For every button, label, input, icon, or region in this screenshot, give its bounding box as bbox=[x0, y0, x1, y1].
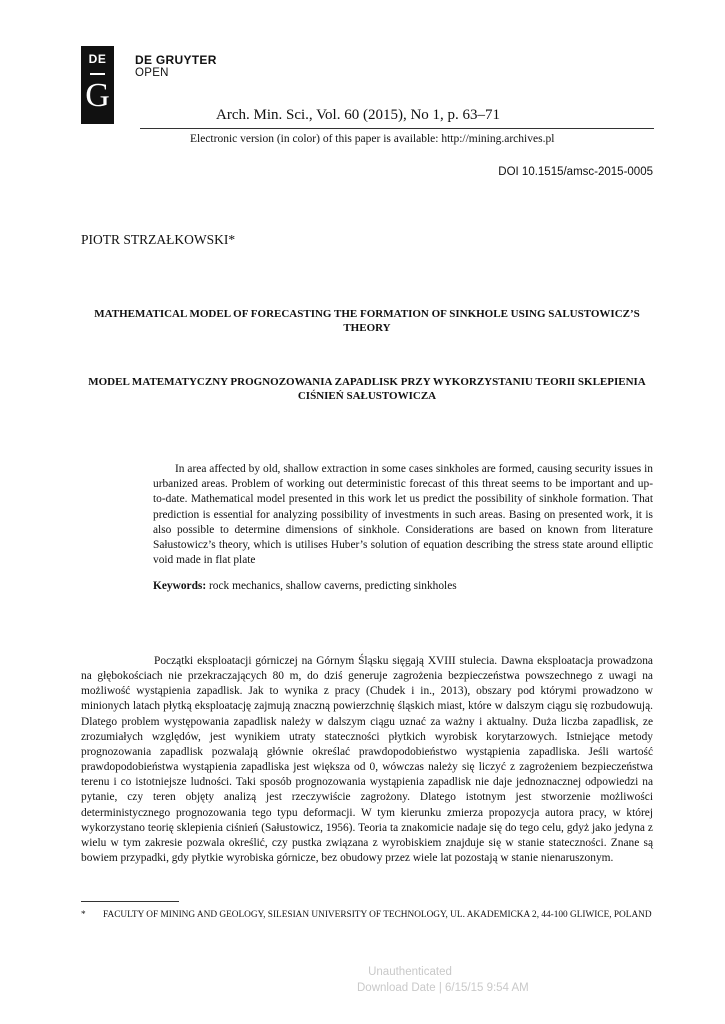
brand-subname: OPEN bbox=[135, 67, 169, 79]
logo-de-text: DE bbox=[88, 52, 107, 66]
header-rule bbox=[140, 128, 654, 129]
keywords-value: rock mechanics, shallow caverns, predicting sinkholes bbox=[209, 580, 457, 592]
title-polish: MODEL MATEMATYCZNY PROGNOZOWANIA ZAPADLISK PRZY WYKORZYSTANIU TEORII SKLEPIENIA CIŚNIEŃ SAŁUSTOWICZA bbox=[88, 376, 646, 402]
footnote-rule bbox=[81, 901, 179, 902]
abstract bbox=[153, 462, 653, 568]
keywords bbox=[153, 580, 457, 592]
abstract-text: In area affected by old, shallow extraction in some cases sinkholes are formed, causing security issues in urbanized areas. Problem of working out deterministic forecast of this threat seems to be important and up-to-date. Mathematical model presented in this work let us predict the possibility of sinkhole formation. That prediction is essential for analyzing possibility of investments in such areas. Basing on presented work, it is also possible to determine dimensions of sinkhole. Considerations are based on known from literature Sałustowicz’s theory, which is utilises Huber’s solution of equation describing the stress state around elliptic void made in flat plate bbox=[153, 463, 653, 567]
watermark-line-2: Download Date | 6/15/15 9:54 AM bbox=[357, 982, 529, 994]
journal-citation: Arch. Min. Sci., Vol. 60 (2015), No 1, p. 63–71 bbox=[216, 107, 501, 123]
publisher-logo bbox=[81, 46, 114, 124]
author-name: PIOTR STRZAŁKOWSKI* bbox=[81, 232, 236, 247]
logo-g-letter: G bbox=[85, 77, 110, 114]
brand-name: DE GRUYTER bbox=[135, 53, 217, 67]
body-text bbox=[81, 654, 653, 866]
electronic-version-note: Electronic version (in color) of this paper is available: http://mining.archives.pl bbox=[190, 133, 555, 145]
body-paragraph: Początki eksploatacji górniczej na Górnym Śląsku sięgają XVIII stulecia. Dawna eksploatacja prowadzona na głębokościach nie przekraczających 80 m, do dziś generuje zagrożenia bezpieczeństwa powszechnego z uwagi na możliwość wystąpienia zapadlisk. Jak to wynika z pracy (Chudek i in., 2013), obszary pod którymi prowadzono w minionych latach płytką eksploatację zajmują znaczną powierzchnię śląskich miast, które w dalszym ciągu się rozbudowują. Dlatego problem występowania zapadlisk należy w dalszym ciągu uznać za ważny i aktualny. Duża liczba zapadlisk, ze zrozumiałych względów, jest wynikiem utraty stateczności płytkich wyrobisk korytarzowych. Istniejące metody prognozowania zapadlisk pozwalają głównie określać prawdopodobieństwo wystąpienia zapadliska. Jeśli wartość prawdopodobieństwa wystąpienia zapadliska jest większa od 0, wówczas należy się liczyć z zagrożeniem bezpieczeństwa terenu i co istotniejsze ludności. Taki sposób prognozowania wystąpienia zapadlisk nie daje jednoznacznej odpowiedzi na pytanie, czy teren objęty analizą jest rzeczywiście zagrożony. Dlatego istotnym jest stworzenie możliwości deterministycznego prognozowania tego typu deformacji. W tym kierunku zmierza propozycja autora pracy, w której wykorzystano teorię sklepienia ciśnień (Sałustowicz, 1956). Teoria ta znakomicie nadaje się do tego celu, gdyż jako jedyna z wielu w tym zakresie pozwala określić, czy pustka związana z wyrobiskiem znajduje się w stanie stateczności. Znane są bowiem przypadki, gdy płytkie wyrobiska górnicze, bez obudowy przez wiele lat pozostają w stanie nienaruszonym. bbox=[81, 655, 653, 865]
watermark-line-1: Unauthenticated bbox=[368, 966, 452, 978]
keywords-label: Keywords: bbox=[153, 580, 207, 592]
title-english: MATHEMATICAL MODEL OF FORECASTING THE FORMATION OF SINKHOLE USING SALUSTOWICZ’S THEORY bbox=[94, 308, 640, 334]
logo-divider bbox=[90, 73, 105, 75]
footnote-text: FACULTY OF MINING AND GEOLOGY, SILESIAN UNIVERSITY OF TECHNOLOGY, UL. AKADEMICKA 2, 44-100 GLIWICE, POLAND bbox=[103, 910, 652, 920]
footnote-mark: * bbox=[81, 910, 86, 920]
footnote bbox=[81, 909, 653, 922]
doi: DOI 10.1515/amsc-2015-0005 bbox=[498, 166, 653, 178]
